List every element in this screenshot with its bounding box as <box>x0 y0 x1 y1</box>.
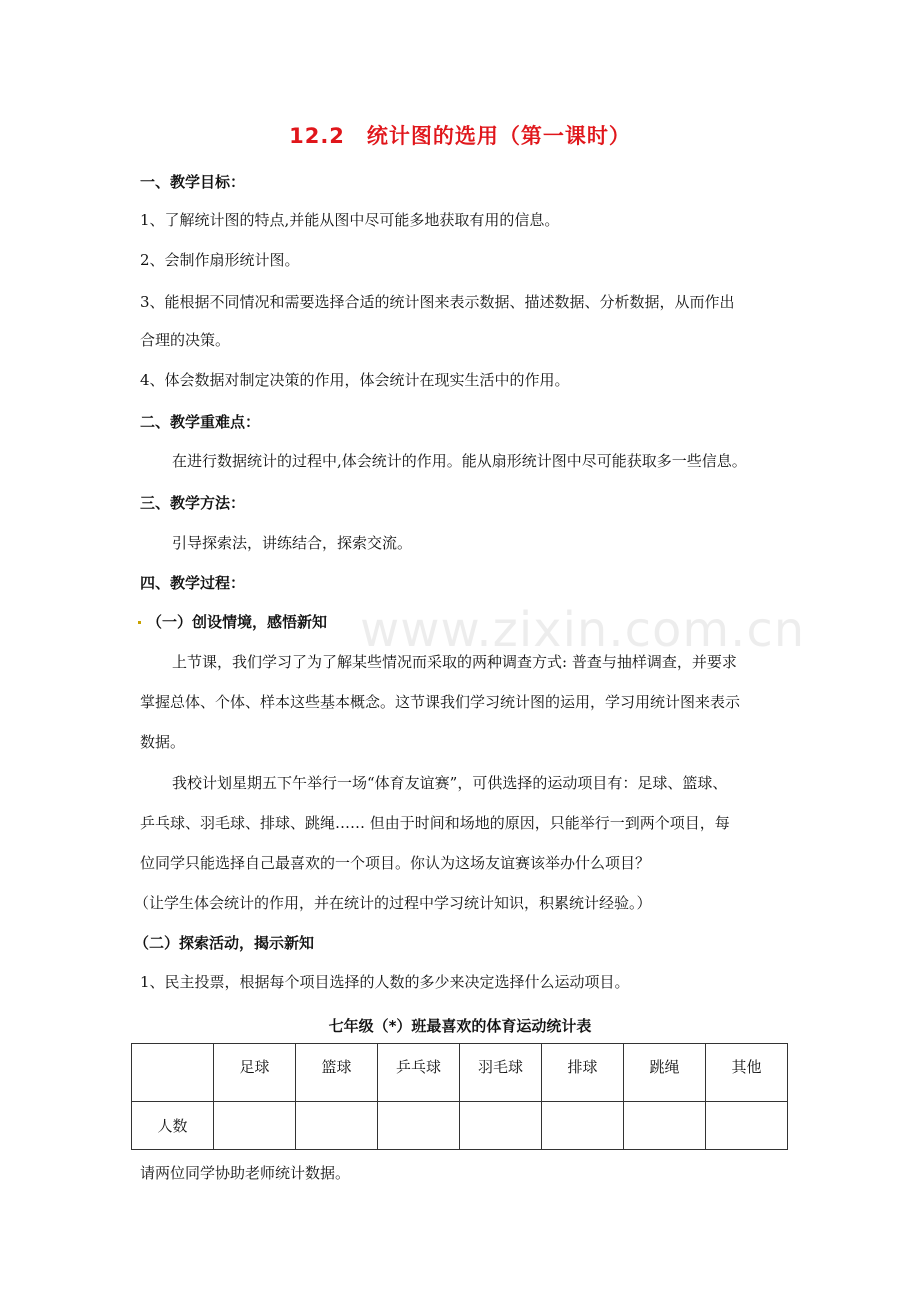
methods-heading: 三、教学方法： <box>140 494 246 512</box>
para2-line-3: 位同学只能选择自己最喜欢的一个项目。你认为这场友谊赛该举办什么项目？ <box>140 854 651 872</box>
table-header-cell: 跳绳 <box>624 1044 706 1102</box>
empty-cell <box>296 1102 378 1150</box>
objective-2: 2、会制作扇形统计图。 <box>140 251 300 269</box>
objective-1: 1、了解统计图的特点,并能从图中尽可能多地获取有用的信息。 <box>140 211 560 229</box>
empty-cell <box>624 1102 706 1150</box>
table-header-cell: 足球 <box>214 1044 296 1102</box>
para1-line-1: 上节课，我们学习了为了解某些情况而采取的两种调查方式: 普查与抽样调查，并要求 <box>172 653 737 671</box>
objective-3-line-2: 合理的决策。 <box>140 331 231 349</box>
part2-heading: （二）探索活动，揭示新知 <box>134 934 315 952</box>
table-header-cell: 乒乓球 <box>378 1044 460 1102</box>
para1-line-3: 数据。 <box>140 733 186 751</box>
step-1: 1、民主投票，根据每个项目选择的人数的多少来决定选择什么运动项目。 <box>140 973 630 991</box>
table-header-cell: 排球 <box>542 1044 624 1102</box>
footer-note: 请两位同学协助老师统计数据。 <box>140 1164 351 1182</box>
para1-line-2: 掌握总体、个体、样本这些基本概念。这节课我们学习统计图的运用，学习用统计图来表示 <box>140 693 741 711</box>
part1-heading <box>138 612 327 632</box>
table-header-cell: 其他 <box>706 1044 788 1102</box>
table-title: 七年级（*）班最喜欢的体育运动统计表 <box>328 1017 592 1035</box>
keypoints-heading: 二、教学重难点： <box>140 413 261 431</box>
table-header-cell <box>132 1044 214 1102</box>
table-header-row <box>132 1044 788 1102</box>
objective-4: 4、体会数据对制定决策的作用，体会统计在现实生活中的作用。 <box>140 371 570 389</box>
methods-text: 引导探索法，讲练结合，探索交流。 <box>172 534 413 552</box>
para3: （让学生体会统计的作用，并在统计的过程中学习统计知识，积累统计经验。） <box>134 894 652 912</box>
empty-cell <box>460 1102 542 1150</box>
objectives-heading: 一、教学目标： <box>140 173 246 191</box>
para2-line-1: 我校计划星期五下午举行一场“体育友谊赛”，可供选择的运动项目有：足球、篮球、 <box>172 774 728 792</box>
keypoints-text: 在进行数据统计的过程中,体会统计的作用。能从扇形统计图中尽可能获取多一些信息。 <box>172 452 747 470</box>
empty-cell <box>214 1102 296 1150</box>
objective-3-line-1: 3、能根据不同情况和需要选择合适的统计图来表示数据、描述数据、分析数据，从而作出 <box>140 293 735 311</box>
table-row <box>132 1102 788 1150</box>
empty-cell <box>706 1102 788 1150</box>
part1-heading-text: （一）创设情境，感悟新知 <box>147 613 328 631</box>
table-header-cell: 羽毛球 <box>460 1044 542 1102</box>
sports-stats-table <box>131 1043 788 1150</box>
watermark: www.zixin.com.cn <box>360 602 806 658</box>
para2-line-2: 乒乓球、羽毛球、排球、跳绳…… 但由于时间和场地的原因，只能举行一到两个项目，每 <box>140 814 730 832</box>
table-header-cell: 篮球 <box>296 1044 378 1102</box>
row-label-cell: 人数 <box>132 1102 214 1150</box>
process-heading: 四、教学过程： <box>140 574 246 592</box>
empty-cell <box>378 1102 460 1150</box>
bullet-dot-icon <box>138 621 141 624</box>
empty-cell <box>542 1102 624 1150</box>
page-title: 12.2 统计图的选用（第一课时） <box>289 124 631 148</box>
